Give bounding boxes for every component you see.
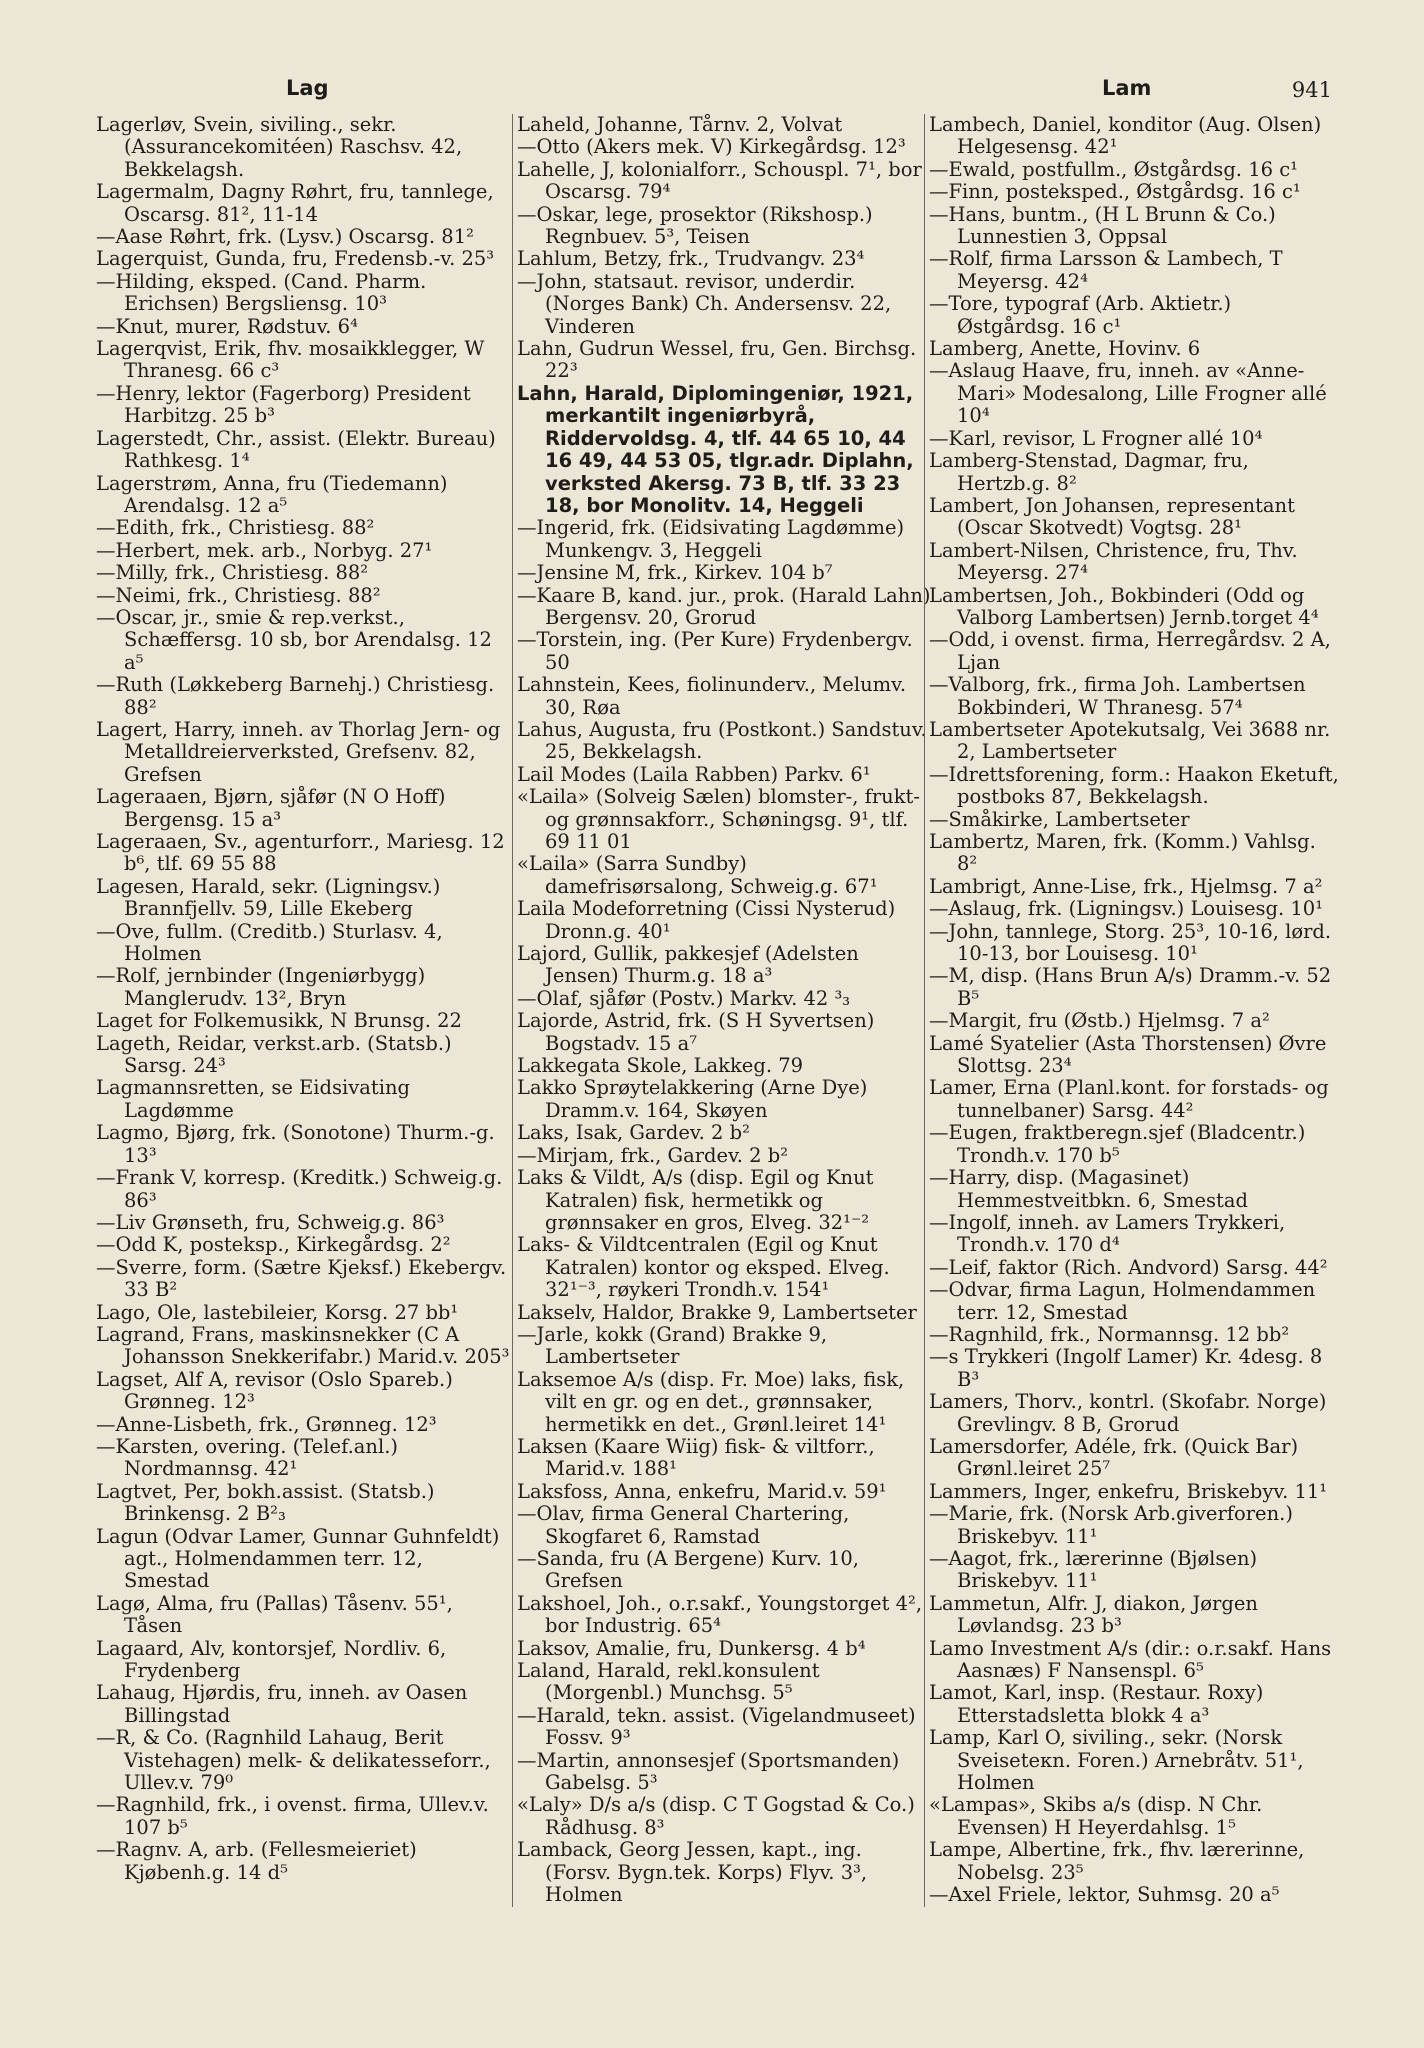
directory-entry: —Ewald, postfullm., Østgårdsg. 16 c¹ — [929, 157, 1298, 181]
directory-entry: —Leif, faktor (Rich. Andvord) Sarsg. 44² — [929, 1255, 1328, 1279]
directory-entry: —Finn, posteksped., Østgårdsg. 16 c¹ — [929, 180, 1301, 204]
directory-entry: —Knut, murer, Rødstuv. 6⁴ — [96, 314, 358, 338]
directory-entry: Lagert, Harry, inneh. av Thorlag Jern- og Metalldreierverksted, Grefsenv. 82, Grefsen — [96, 717, 501, 786]
directory-entry: —Karsten, overing. (Telef.anl.) Nordmannsg. 42¹ — [96, 1434, 399, 1481]
directory-entry: —Odd K, posteksp., Kirkegårdsg. 2² — [96, 1233, 451, 1257]
directory-entry: —Aslaug, frk. (Ligningsv.) Louisesg. 10¹ — [929, 897, 1324, 921]
directory-entry: Lakshoel, Joh., o.r.sakf., Youngstorget 4², bor Industrig. 65⁴ — [517, 1591, 923, 1638]
directory-entry: —Odvar, firma Lagun, Holmendammen terr. 12, Smestad — [929, 1278, 1316, 1324]
directory-entry: —Oscar, jr., smie & rep.verkst., Schæffersg. 10 sb, bor Arendalsg. 12 a⁵ — [96, 605, 492, 674]
directory-entry: —Småkirke, Lambertseter — [929, 807, 1190, 831]
directory-entry: —Hilding, eksped. (Cand. Pharm. Erichsen) Bergsliensg. 10³ — [96, 269, 427, 316]
directory-entry: —Valborg, frk., firma Joh. Lambertsen Bokbinderi, W Thranesg. 57⁴ — [929, 673, 1306, 719]
directory-entry: Lagtvet, Per, bokh.assist. (Statsb.) Brinkensg. 2 B²₃ — [96, 1479, 435, 1526]
directory-entry: Lampe, Albertine, frk., fhv. lærerinne, Nobelsg. 23⁵ — [929, 1838, 1305, 1884]
directory-entry: Lagermalm, Dagny Røhrt, fru, tannlege, Oscarsg. 81², 11-14 — [96, 180, 494, 226]
directory-entry: —Hans, buntm., (H L Brunn & Co.) Lunnestien 3, Oppsal — [929, 202, 1276, 249]
directory-entry: —Frank V, korresp. (Kreditk.) Schweig.g. 86³ — [96, 1166, 503, 1212]
page-number: 941 — [1291, 78, 1332, 102]
directory-entry: Lahlum, Betzy, frk., Trudvangv. 23⁴ — [517, 247, 865, 271]
directory-entry: Lamot, Karl, insp. (Restaur. Roxy) Etterstadsletta blokk 4 a³ — [929, 1681, 1264, 1727]
directory-entry: Laila Modeforretning (Cissi Nysterud) Dronn.g. 40¹ — [517, 897, 896, 943]
directory-entry: Lamer, Erna (Planl.kont. for forstads- og tunnelbaner) Sarsg. 44² — [929, 1076, 1329, 1122]
directory-entry: —Aagot, frk., lærerinne (Bjølsen) Briskebyv. 11¹ — [929, 1547, 1258, 1593]
directory-entry: —Marie, frk. (Norsk Arb.giverforen.) Briskebyv. 11¹ — [929, 1502, 1293, 1548]
directory-entry: Lahus, Augusta, fru (Postkont.) Sandstuv. 25, Bekkelagsh. — [517, 717, 927, 764]
directory-entry: Lagerstrøm, Anna, fru (Tiedemann) Arendalsg. 12 a⁵ — [96, 471, 448, 517]
directory-entry: Lamberg-Stenstad, Dagmar, fru, Hertzb.g. 8² — [929, 449, 1249, 495]
directory-entry: Laksov, Amalie, fru, Dunkersg. 4 b⁴ — [517, 1636, 866, 1660]
directory-entry: Lamp, Karl O, siviling., sekr. (Norsk Sveiseteкn. Foren.) Arnebråtv. 51¹, Holmen — [929, 1726, 1304, 1795]
directory-entry: Laksfoss, Anna, enkefru, Marid.v. 59¹ — [517, 1479, 887, 1503]
running-head-right: Lam — [1102, 76, 1152, 100]
directory-entry: Lambert-Nilsen, Christence, fru, Thv. Meyersg. 27⁴ — [929, 538, 1298, 585]
column-1 — [96, 114, 510, 1884]
directory-entry: Lammetun, Alfr. J, diakon, Jørgen Løvlandsg. 23 b³ — [929, 1591, 1258, 1638]
directory-entry: Lagø, Alma, fru (Pallas) Tåsenv. 55¹, Tåsen — [96, 1591, 453, 1638]
directory-entry: —R, & Co. (Ragnhild Lahaug, Berit Vistehagen) melk- & delikatesseforr., Ullev.v. 79⁰ — [96, 1726, 491, 1795]
directory-entry: —Oskar, lege, prosektor (Rikshosp.) Regnbuev. 5³, Teisen — [517, 202, 873, 249]
directory-entry: —Neimi, frk., Christiesg. 88² — [96, 583, 381, 607]
directory-entry: —Henry, lektor (Fagerborg) President Harbitzg. 25 b³ — [96, 381, 471, 428]
directory-entry: Lammers, Inger, enkefru, Briskebyv. 11¹ — [929, 1479, 1328, 1503]
directory-entry: —Aslaug Haave, fru, inneh. av «Anne-Mari» Modesalong, Lille Frogner allé 10⁴ — [929, 359, 1327, 428]
directory-entry: —Ragnhild, frk., Normannsg. 12 bb² — [929, 1322, 1290, 1346]
directory-entry: —Ragnhild, frk., i ovenst. firma, Ullev.v. 107 b⁵ — [96, 1793, 489, 1839]
directory-entry: —Jarle, kokk (Grand) Brakke 9, Lambertseter — [517, 1322, 828, 1369]
directory-entry: Lajord, Gullik, pakkesjef (Adelsten Jensen) Thurm.g. 18 a³ — [517, 942, 859, 988]
directory-entry: Lageth, Reidar, verkst.arb. (Statsb.) Sarsg. 24³ — [96, 1031, 452, 1078]
directory-entry: Lahelle, J, kolonialforr., Schouspl. 7¹, bor Oscarsg. 79⁴ — [517, 157, 922, 204]
column-2 — [512, 114, 931, 1907]
directory-entry: —Anne-Lisbeth, frk., Grønneg. 12³ — [96, 1412, 437, 1436]
directory-entry: —John, statsaut. revisor, underdir. (Norges Bank) Ch. Andersensv. 22, Vinderen — [517, 269, 892, 338]
directory-entry: Lakselv, Haldor, Brakke 9, Lambertseter — [517, 1300, 917, 1324]
directory-entry: —Liv Grønseth, fru, Schweig.g. 86³ — [96, 1210, 445, 1234]
directory-entry: Lagerløv, Svein, siviling., sekr. (Assurancekomitéen) Raschsv. 42, Bekkelagsh. — [96, 113, 463, 181]
directory-entry: Laks, Isak, Gardev. 2 b² — [517, 1121, 750, 1145]
directory-entry: —Tore, typograf (Arb. Aktietr.) Østgårdsg. 16 c¹ — [929, 292, 1232, 338]
directory-entry: —M, disp. (Hans Brun A/s) Dramm.-v. 52 B⁵ — [929, 964, 1332, 1010]
directory-entry: —Ingerid, frk. (Eidsivating Lagdømme) Munkengv. 3, Heggeli — [517, 516, 905, 562]
directory-entry: Lajorde, Astrid, frk. (S H Syvertsen) Bogstadv. 15 a⁷ — [517, 1009, 875, 1055]
running-head-left: Lag — [286, 76, 329, 100]
directory-entry: —Ruth (Løkkeberg Barnehj.) Christiesg. 88² — [96, 673, 495, 719]
directory-entry: Lakkegata Skole, Lakkeg. 79 — [517, 1054, 804, 1078]
directory-entry: Lagun (Odvar Lamer, Gunnar Guhnfeldt) agt., Holmendammen terr. 12, Smestad — [96, 1524, 500, 1593]
directory-entry: Lahaug, Hjørdis, fru, inneh. av Oasen Billingstad — [96, 1681, 468, 1727]
directory-entry: Laheld, Johanne, Tårnv. 2, Volvat — [517, 113, 843, 136]
directory-entry: Lagrand, Frans, maskinsnekker (C A Johansson Snekkerifabr.) Marid.v. 205³ — [96, 1322, 510, 1369]
directory-entry: —Sanda, fru (A Bergene) Kurv. 10, Grefsen — [517, 1547, 859, 1593]
directory-entry: —Herbert, mek. arb., Norbyg. 27¹ — [96, 538, 433, 562]
directory-entry: Laksemoe A/s (disp. Fr. Moe) laks, fisk, vilt en gr. og en det., grønnsaker, hermetikk en det., Grønl.leiret 14¹ — [517, 1367, 905, 1436]
directory-entry: Lahn, Gudrun Wessel, fru, Gen. Birchsg. 22³ — [517, 337, 917, 383]
directory-entry: Lageraaen, Bjørn, sjåfør (N O Hoff) Bergensg. 15 a³ — [96, 785, 446, 831]
directory-entry: —Olav, firma General Chartering, Skogfaret 6, Ramstad — [517, 1502, 850, 1548]
directory-entry: —Edith, frk., Christiesg. 88² — [96, 516, 375, 540]
directory-entry: —Torstein, ing. (Per Kure) Frydenbergv. 50 — [517, 628, 913, 674]
directory-entry: —Kaare B, kand. jur., prok. (Harald Lahn) Bergensv. 20, Grorud — [517, 583, 931, 629]
directory-entry: —Idrettsforening, form.: Haakon Eketuft, postboks 87, Bekkelagsh. — [929, 762, 1339, 809]
directory-entry: Lambertseter Apotekutsalg, Vei 3688 nr. 2, Lambertseter — [929, 717, 1331, 764]
directory-entry: —Milly, frk., Christiesg. 88² — [96, 561, 369, 585]
directory-entry: —Ove, fullm. (Creditb.) Sturlasv. 4, Holmen — [96, 919, 443, 966]
directory-entry: Lambrigt, Anne-Lise, frk., Hjelmsg. 7 a² — [929, 874, 1323, 898]
directory-entry: —Margit, fru (Østb.) Hjelmsg. 7 a² — [929, 1009, 1270, 1033]
directory-entry: Lagerquist, Gunda, fru, Fredensb.-v. 25³ — [96, 247, 495, 271]
directory-entry: Lambertsen, Joh., Bokbinderi (Odd og Valborg Lambertsen) Jernb.torget 4⁴ — [929, 583, 1319, 629]
directory-entry: «Laila» (Sarra Sundby) damefrisørsalong, Schweig.g. 67¹ — [517, 852, 878, 898]
directory-entry: «Laly» D/s a/s (disp. C T Gogstad & Co.) Rådhusg. 8³ — [517, 1793, 915, 1839]
directory-entry: —Otto (Akers mek. V) Kirkegårdsg. 12³ — [517, 135, 906, 159]
directory-entry: Lambert, Jon Johansen, representant (Oscar Skotvedt) Vogtsg. 28¹ — [929, 493, 1295, 540]
directory-entry: —Axel Friele, lektor, Suhmsg. 20 a⁵ — [929, 1883, 1280, 1907]
directory-entry: Lamo Investment A/s (dir.: o.r.sakf. Hans Aasnæs) F Nansenspl. 6⁵ — [929, 1636, 1332, 1683]
directory-entry: —Olaf, sjåfør (Postv.) Markv. 42 ³₃ — [517, 986, 851, 1010]
directory-entry: —Rolf, firma Larsson & Lambech, T Meyersg. 42⁴ — [929, 247, 1283, 293]
directory-entry: Lakko Sprøytelakkering (Arne Dye) Dramm.v. 164, Skøyen — [517, 1076, 868, 1122]
directory-entry: Laks & Vildt, A/s (disp. Egil og Knut Katralen) fisk, hermetikk og grønnsaker en gros, Elveg. 32¹⁻² — [517, 1166, 874, 1234]
directory-entry: Lagerqvist, Erik, fhv. mosaikklegger, W Thranesg. 66 c³ — [96, 337, 485, 383]
directory-entry: Lagmannsretten, se Eidsivating Lagdømme — [96, 1076, 411, 1122]
directory-entry: Lambech, Daniel, konditor (Aug. Olsen) Helgesensg. 42¹ — [929, 113, 1322, 159]
directory-entry: —Jensine M, frk., Kirkev. 104 b⁷ — [517, 561, 833, 585]
directory-entry: Laksen (Kaare Wiig) fisk- & viltforr., Marid.v. 188¹ — [517, 1434, 875, 1481]
directory-entry: —Karl, revisor, L Frogner allé 10⁴ — [929, 426, 1263, 450]
directory-entry: Lagmo, Bjørg, frk. (Sonotone) Thurm.-g. 13³ — [96, 1121, 495, 1167]
directory-entry: —Ingolf, inneh. av Lamers Trykkeri, Trondh.v. 170 d⁴ — [929, 1210, 1286, 1257]
directory-entry: Lamberg, Anette, Hovinv. 6 — [929, 337, 1201, 361]
directory-entry: Lamersdorfer, Adéle, frk. (Quick Bar) Grønl.leiret 25⁷ — [929, 1434, 1299, 1481]
directory-entry: Lahn, Harald, Diplomingeniør, 1921, merkantilt ingeniørbyrå, Riddervoldsg. 4, tlf. 44 65 10, 44 16 49, 44 53 05, tlgr.adr. Diplahn, verksted Akersg. 73 B, tlf. 33 23 18, bor Monolitv. 14, Heggeli — [517, 381, 914, 517]
directory-entry: «Laila» (Solveig Sælen) blomster-, frukt- og grønnsakforr., Schøningsg. 9¹, tlf. 69 11 01 — [517, 785, 920, 853]
directory-entry: Lail Modes (Laila Rabben) Parkv. 6¹ — [517, 762, 871, 786]
directory-entry: —Mirjam, frk., Gardev. 2 b² — [517, 1143, 789, 1167]
directory-entry: —Aase Røhrt, frk. (Lysv.) Oscarsg. 81² — [96, 225, 474, 249]
directory-entry: —Ragnv. A, arb. (Fellesmeieriet) Kjøbenh.g. 14 d⁵ — [96, 1838, 417, 1884]
directory-entry: —John, tannlege, Storg. 25³, 10-16, lørd. 10-13, bor Louisesg. 10¹ — [929, 919, 1332, 966]
directory-entry: Lagaard, Alv, kontorsjef, Nordliv. 6, Frydenberg — [96, 1636, 447, 1683]
directory-entry: Lageraaen, Sv., agenturforr., Mariesg. 12 b⁶, tlf. 69 55 88 — [96, 830, 505, 876]
directory-entry: Laks- & Vildtcentralen (Egil og Knut Katralen) kontor og eksped. Elveg. 32¹⁻³, røykeri Trondh.v. 154¹ — [517, 1233, 890, 1302]
directory-entry: Lago, Ole, lastebileier, Korsg. 27 bb¹ — [96, 1300, 459, 1324]
directory-entry: —Rolf, jernbinder (Ingeniørbygg) Manglerudv. 13², Bryn — [96, 964, 426, 1010]
directory-entry: —s Trykkeri (Ingolf Lamer) Kr. 4desg. 8 B³ — [929, 1345, 1323, 1391]
directory-entry: Lagerstedt, Chr., assist. (Elektr. Bureau) Rathkesg. 1⁴ — [96, 426, 496, 473]
directory-entry: —Harry, disp. (Magasinet) Hemmestveitbkn. 6, Smestad — [929, 1166, 1248, 1212]
directory-entry: —Sverre, form. (Sætre Kjeksf.) Ekebergv. 33 B² — [96, 1255, 507, 1302]
directory-entry: —Eugen, fraktberegn.sjef (Bladcentr.) Trondh.v. 170 b⁵ — [929, 1121, 1306, 1167]
directory-entry: Lambertz, Maren, frk. (Komm.) Vahlsg. 8² — [929, 830, 1316, 876]
directory-entry: Lagesen, Harald, sekr. (Ligningsv.) Brannfjellv. 59, Lille Ekeberg — [96, 874, 441, 921]
directory-entry: —Harald, tekn. assist. (Vigelandmuseet) Fossv. 9³ — [517, 1703, 916, 1750]
directory-entry: —Martin, annonsesjef (Sportsmanden) Gabelsg. 5³ — [517, 1748, 900, 1795]
directory-entry: Laget for Folkemusikk, N Brunsg. 22 — [96, 1009, 462, 1033]
directory-entry: Lamé Syatelier (Asta Thorstensen) Øvre Slottsg. 23⁴ — [929, 1031, 1327, 1078]
directory-entry: Lamers, Thorv., kontrl. (Skofabr. Norge) Grevlingv. 8 B, Grorud — [929, 1390, 1327, 1436]
directory-entry: Lamback, Georg Jessen, kapt., ing. (Forsv. Bygn.tek. Korps) Flyv. 3³, Holmen — [517, 1838, 868, 1907]
directory-entry: Lagset, Alf A, revisor (Oslo Spareb.) Grønneg. 12³ — [96, 1367, 453, 1414]
directory-entry: Laland, Harald, rekl.konsulent (Morgenbl.) Munchsg. 5⁵ — [517, 1659, 820, 1705]
directory-entry: —Odd, i ovenst. firma, Herregårdsv. 2 A, Ljan — [929, 628, 1331, 674]
directory-entry: «Lampas», Skibs a/s (disp. N Chr. Evensen) H Heyerdahlsg. 1⁵ — [929, 1793, 1263, 1839]
column-3 — [924, 114, 1339, 1907]
directory-entry: Lahnstein, Kees, fiolinunderv., Melumv. 30, Røa — [517, 673, 907, 719]
